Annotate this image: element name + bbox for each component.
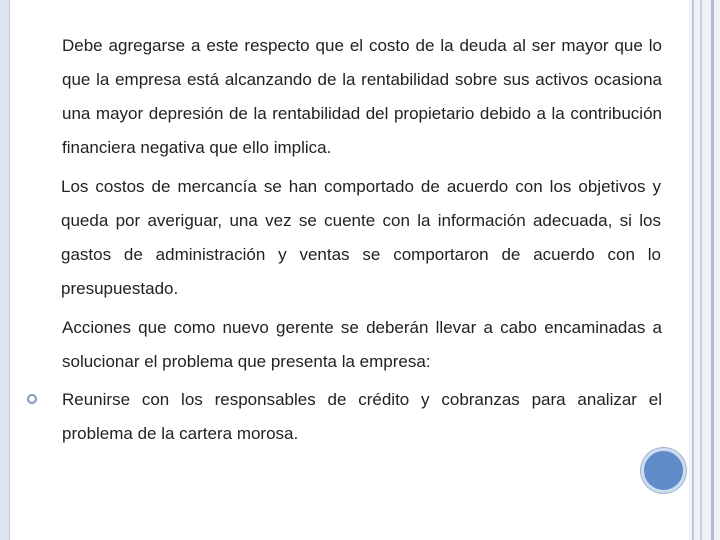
paragraph-merchandise-costs: Los costos de mercancía se han comportado de acuerdo con los objetivos y queda por averiguar, una vez se cuente con la información adecuada, si los gastos de administración y ventas se comportaron de acuerdo con lo presupuestado. — [61, 177, 661, 298]
bullet-circle-icon — [27, 394, 37, 404]
bullet-item: Reunirse con los responsables de crédito y cobranzas para analizar el problema de la cartera morosa. — [62, 390, 662, 443]
decorative-circle-icon — [641, 448, 686, 493]
paragraph-debt-cost: Debe agregarse a este respecto que el costo de la deuda al ser mayor que lo que la empresa está alcanzando de la rentabilidad sobre sus activos ocasiona una mayor depresión de la rentabilidad del propietario debido a la contribución financiera negativa que ello implica. — [62, 36, 662, 157]
paragraph-actions-intro: Acciones que como nuevo gerente se deberán llevar a cabo encaminadas a solucionar el problema que presenta la empresa: — [62, 318, 662, 371]
